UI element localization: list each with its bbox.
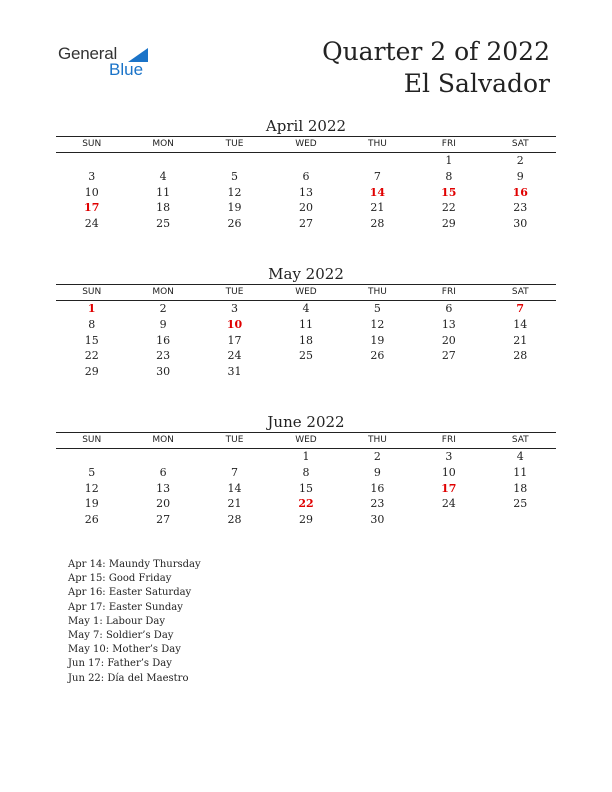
weekday-label: WED: [295, 287, 317, 297]
day-cell: 8: [445, 169, 453, 183]
day-cell: 30: [156, 365, 171, 379]
day-cell: 9: [159, 317, 167, 331]
week-row: [56, 348, 556, 364]
empty-day-cell: [342, 364, 413, 380]
day-cell: 13: [441, 317, 456, 331]
day-cell: 11: [298, 317, 313, 331]
holiday-item: Jun 22: Día del Maestro: [68, 672, 189, 684]
day-cell: 8: [302, 465, 310, 479]
holiday-item: Apr 17: Easter Sunday: [68, 601, 183, 613]
weekday-label: FRI: [441, 435, 456, 445]
day-cell: 12: [370, 317, 385, 331]
empty-day-cell: [413, 364, 484, 380]
day-cell: 16: [156, 333, 171, 347]
day-cell: 2: [373, 450, 381, 463]
empty-day-cell: [199, 153, 270, 169]
day-cell: 19: [84, 497, 99, 511]
day-cell: 26: [84, 513, 99, 527]
empty-day-cell: [199, 449, 270, 465]
weekday-label: WED: [295, 139, 317, 149]
day-cell: 6: [159, 465, 167, 479]
day-cell: 24: [441, 497, 456, 511]
weekday-label: THU: [367, 287, 387, 297]
day-cell: 21: [227, 497, 242, 511]
month-calendar: [56, 264, 556, 380]
day-cell: 15: [84, 333, 99, 347]
day-cell: 23: [156, 349, 171, 363]
day-cell: 4: [516, 450, 524, 463]
weekday-label: TUE: [225, 435, 244, 445]
weekday-label: SUN: [82, 287, 102, 297]
weekday-header-row: [56, 434, 556, 447]
empty-day-cell: [485, 364, 556, 380]
day-cell: 11: [156, 185, 171, 199]
holiday-item: May 1: Labour Day: [68, 615, 165, 627]
day-cell: 11: [513, 465, 528, 479]
day-cell: 25: [513, 497, 528, 511]
empty-day-cell: [127, 449, 198, 465]
day-cell: 25: [156, 217, 171, 231]
day-cell: 12: [227, 185, 242, 199]
day-cell: 18: [156, 201, 171, 215]
day-cell: 26: [227, 217, 242, 231]
month-title: June 2022: [267, 413, 345, 431]
week-row: [56, 169, 556, 185]
day-cell: 16: [370, 481, 385, 495]
weekday-label: TUE: [225, 287, 244, 297]
day-cell: 19: [370, 333, 385, 347]
weekday-label: FRI: [441, 287, 456, 297]
day-cell: 1: [87, 302, 96, 315]
day-cell: 21: [370, 201, 385, 215]
day-cell: 18: [298, 333, 313, 347]
weekday-label: SAT: [511, 435, 529, 445]
day-cell: 21: [513, 333, 528, 347]
day-cell: 1: [302, 450, 310, 463]
empty-day-cell: [342, 153, 413, 169]
empty-day-cell: [270, 153, 341, 169]
day-cell: 22: [441, 201, 456, 215]
holiday-item: Apr 15: Good Friday: [68, 573, 172, 585]
month-title: April 2022: [265, 117, 347, 135]
weekday-label: SAT: [511, 287, 529, 297]
weekday-label: TUE: [225, 139, 244, 149]
divider: [56, 432, 556, 433]
day-cell: 27: [156, 513, 171, 527]
weekday-label: MON: [152, 139, 174, 149]
logo-general-text: General: [58, 44, 118, 63]
day-cell: 1: [445, 154, 453, 167]
day-cell: 13: [156, 481, 171, 495]
day-cell: 8: [88, 317, 96, 331]
holiday-item: Jun 17: Father’s Day: [68, 658, 172, 670]
day-cell: 7: [516, 302, 525, 315]
day-cell: 20: [441, 333, 456, 347]
day-cell: 28: [513, 349, 528, 363]
day-cell: 18: [513, 481, 528, 495]
day-cell: 3: [231, 302, 239, 315]
empty-day-cell: [413, 512, 484, 528]
day-cell: 3: [88, 169, 96, 183]
holiday-list: [68, 558, 201, 686]
month-title: May 2022: [268, 265, 344, 283]
title-country: El Salvador: [403, 69, 550, 98]
holiday-item: Apr 16: Easter Saturday: [68, 587, 192, 599]
day-cell: 5: [88, 465, 96, 479]
empty-day-cell: [485, 512, 556, 528]
day-cell: 5: [373, 302, 381, 315]
weekday-label: SUN: [82, 139, 102, 149]
day-cell: 15: [298, 481, 313, 495]
week-row: [56, 364, 556, 380]
week-row: [56, 200, 556, 216]
day-cell: 14: [369, 185, 386, 199]
day-cell: 24: [84, 217, 99, 231]
day-cell: 10: [84, 185, 99, 199]
holiday-item: May 10: Mother’s Day: [68, 644, 181, 656]
day-cell: 23: [370, 497, 385, 511]
day-cell: 2: [159, 302, 167, 315]
day-cell: 6: [302, 169, 310, 183]
day-cell: 17: [227, 333, 242, 347]
day-cell: 24: [227, 349, 242, 363]
day-cell: 15: [441, 185, 457, 199]
day-cell: 3: [445, 450, 453, 463]
weekday-label: WED: [295, 435, 317, 445]
weekday-header-row: [56, 138, 556, 151]
empty-day-cell: [270, 364, 341, 380]
day-cell: 6: [445, 302, 453, 315]
day-cell: 7: [231, 465, 239, 479]
week-row: [56, 317, 556, 333]
weekday-label: SUN: [82, 435, 102, 445]
month-calendar: [56, 116, 556, 232]
week-row: [56, 496, 556, 512]
week-row: [56, 185, 556, 201]
day-cell: 31: [227, 365, 242, 379]
weekday-label: THU: [367, 139, 387, 149]
week-row: [56, 216, 556, 232]
day-cell: 22: [84, 349, 99, 363]
week-row: [56, 481, 556, 497]
day-cell: 30: [370, 513, 385, 527]
day-cell: 17: [441, 481, 457, 495]
day-cell: 12: [84, 481, 99, 495]
empty-day-cell: [56, 153, 127, 169]
day-cell: 27: [298, 217, 313, 231]
day-cell: 29: [84, 365, 99, 379]
week-row: [56, 301, 556, 317]
holiday-item: May 7: Soldier’s Day: [68, 630, 174, 642]
empty-day-cell: [127, 153, 198, 169]
day-cell: 4: [302, 302, 310, 315]
weekday-header-row: [56, 286, 556, 299]
day-cell: 25: [298, 349, 313, 363]
month-calendar: [56, 412, 556, 528]
weekday-label: FRI: [441, 139, 456, 149]
week-row: [56, 465, 556, 481]
day-cell: 9: [373, 465, 381, 479]
week-row: [56, 333, 556, 349]
day-cell: 10: [441, 465, 456, 479]
day-cell: 26: [370, 349, 385, 363]
day-cell: 2: [516, 154, 524, 167]
day-cell: 28: [370, 217, 385, 231]
weekday-label: THU: [367, 435, 387, 445]
title-quarter: Quarter 2 of 2022: [322, 37, 550, 66]
week-row: [56, 512, 556, 528]
day-cell: 14: [513, 317, 528, 331]
day-cell: 19: [227, 201, 242, 215]
day-cell: 22: [298, 497, 314, 511]
week-row: [56, 449, 556, 465]
day-cell: 5: [231, 169, 239, 183]
day-cell: 9: [516, 169, 524, 183]
day-cell: 30: [513, 217, 528, 231]
day-cell: 29: [441, 217, 456, 231]
day-cell: 20: [156, 497, 171, 511]
day-cell: 14: [227, 481, 242, 495]
day-cell: 10: [226, 317, 243, 331]
divider: [56, 136, 556, 137]
weekday-label: MON: [152, 287, 174, 297]
day-cell: 7: [373, 169, 381, 183]
day-cell: 29: [298, 513, 313, 527]
day-cell: 27: [441, 349, 456, 363]
weekday-label: MON: [152, 435, 174, 445]
day-cell: 4: [159, 169, 167, 183]
divider: [56, 284, 556, 285]
week-row: [56, 153, 556, 169]
day-cell: 28: [227, 513, 242, 527]
day-cell: 13: [298, 185, 313, 199]
day-cell: 16: [512, 185, 528, 199]
page-title: [322, 36, 550, 100]
day-cell: 23: [513, 201, 528, 215]
day-cell: 17: [84, 201, 100, 215]
logo: [58, 44, 144, 79]
empty-day-cell: [56, 449, 127, 465]
day-cell: 20: [298, 201, 313, 215]
holiday-item: Apr 14: Maundy Thursday: [68, 559, 201, 570]
weekday-label: SAT: [511, 139, 529, 149]
logo-blue-text: Blue: [109, 60, 144, 79]
